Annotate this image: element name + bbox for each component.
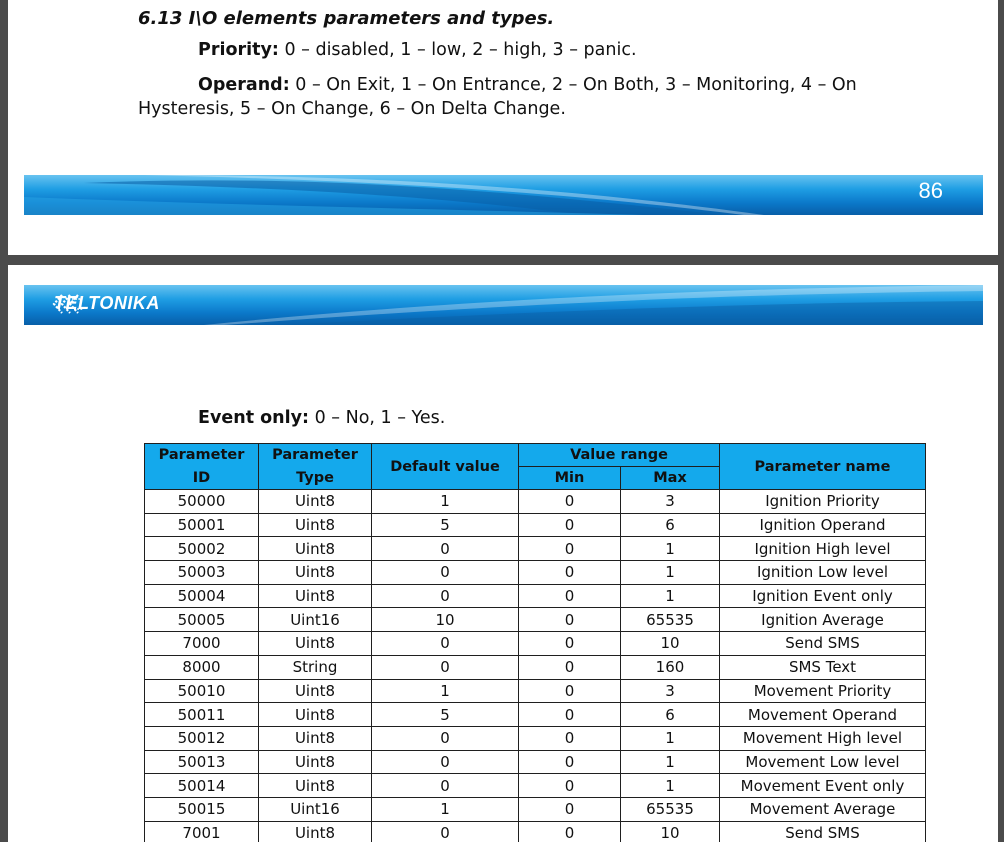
- cell-max: 65535: [621, 608, 720, 632]
- cell-default-value: 0: [372, 821, 519, 842]
- cell-parameter-type: Uint8: [259, 774, 372, 798]
- page-number: 86: [918, 178, 943, 203]
- table-row: [145, 774, 926, 798]
- cell-parameter-name: Send SMS: [720, 821, 926, 842]
- cell-parameter-type: Uint8: [259, 821, 372, 842]
- cell-parameter-name: Ignition Low level: [720, 561, 926, 585]
- cell-max: 1: [621, 774, 720, 798]
- cell-parameter-id: 50012: [145, 726, 259, 750]
- header-parameter-type-top: Parameter: [259, 444, 372, 467]
- cell-max: 3: [621, 490, 720, 514]
- event-only-text: 0 – No, 1 – Yes.: [309, 408, 446, 428]
- header-band: [24, 285, 983, 325]
- cell-max: 1: [621, 584, 720, 608]
- table-row: [145, 703, 926, 727]
- header-parameter-type-bottom: Type: [259, 467, 372, 490]
- cell-parameter-name: Send SMS: [720, 632, 926, 656]
- cell-parameter-id: 50004: [145, 584, 259, 608]
- cell-parameter-name: Ignition Average: [720, 608, 926, 632]
- io-parameters-table: [144, 443, 926, 842]
- cell-min: 0: [519, 561, 621, 585]
- cell-min: 0: [519, 679, 621, 703]
- cell-parameter-name: Movement High level: [720, 726, 926, 750]
- cell-parameter-id: 50014: [145, 774, 259, 798]
- table-row: [145, 608, 926, 632]
- cell-parameter-name: Ignition Event only: [720, 584, 926, 608]
- cell-parameter-name: Movement Priority: [720, 679, 926, 703]
- cell-default-value: 0: [372, 750, 519, 774]
- footer-band: [24, 175, 983, 215]
- cell-default-value: 1: [372, 490, 519, 514]
- cell-parameter-type: Uint8: [259, 513, 372, 537]
- cell-min: 0: [519, 513, 621, 537]
- cell-parameter-type: Uint8: [259, 537, 372, 561]
- cell-parameter-type: String: [259, 655, 372, 679]
- cell-min: 0: [519, 774, 621, 798]
- table-row: [145, 726, 926, 750]
- operand-label: Operand:: [198, 75, 290, 95]
- table-row: [145, 797, 926, 821]
- table-row: [145, 750, 926, 774]
- cell-parameter-type: Uint8: [259, 679, 372, 703]
- table-row: [145, 513, 926, 537]
- cell-parameter-type: Uint16: [259, 608, 372, 632]
- cell-parameter-id: 50003: [145, 561, 259, 585]
- cell-parameter-name: Movement Operand: [720, 703, 926, 727]
- cell-parameter-id: 50005: [145, 608, 259, 632]
- cell-max: 1: [621, 561, 720, 585]
- table-body: [145, 490, 926, 842]
- header-parameter-id-top: Parameter: [145, 444, 259, 467]
- event-only-label: Event only:: [198, 408, 310, 428]
- header-parameter-id-bottom: ID: [145, 467, 259, 490]
- header-default-value: Default value: [372, 444, 519, 490]
- cell-min: 0: [519, 750, 621, 774]
- table-row: [145, 632, 926, 656]
- cell-min: 0: [519, 703, 621, 727]
- cell-min: 0: [519, 726, 621, 750]
- table-row: [145, 584, 926, 608]
- cell-max: 3: [621, 679, 720, 703]
- cell-parameter-name: Movement Event only: [720, 774, 926, 798]
- operand-paragraph: [138, 73, 938, 121]
- cell-parameter-id: 50013: [145, 750, 259, 774]
- table-row: [145, 537, 926, 561]
- cell-min: 0: [519, 655, 621, 679]
- header-parameter-name: Parameter name: [720, 444, 926, 490]
- teltonika-chevrons-icon: [52, 293, 84, 315]
- cell-max: 10: [621, 821, 720, 842]
- cell-min: 0: [519, 632, 621, 656]
- table-row: [145, 821, 926, 842]
- priority-label: Priority:: [198, 40, 279, 60]
- cell-max: 10: [621, 632, 720, 656]
- header-min: Min: [519, 467, 621, 490]
- cell-parameter-type: Uint16: [259, 797, 372, 821]
- cell-min: 0: [519, 490, 621, 514]
- cell-default-value: 0: [372, 537, 519, 561]
- cell-default-value: 10: [372, 608, 519, 632]
- cell-parameter-name: Ignition Priority: [720, 490, 926, 514]
- cell-max: 6: [621, 513, 720, 537]
- cell-default-value: 1: [372, 797, 519, 821]
- cell-max: 1: [621, 750, 720, 774]
- teltonika-logo-text: TELTONIKA: [54, 293, 160, 313]
- table-row: [145, 679, 926, 703]
- cell-parameter-id: 7000: [145, 632, 259, 656]
- priority-text: 0 – disabled, 1 – low, 2 – high, 3 – panic.: [278, 40, 637, 60]
- header-value-range: Value range: [519, 444, 720, 467]
- cell-parameter-type: Uint8: [259, 584, 372, 608]
- cell-parameter-name: Ignition Operand: [720, 513, 926, 537]
- cell-default-value: 0: [372, 632, 519, 656]
- cell-min: 0: [519, 537, 621, 561]
- cell-default-value: 0: [372, 561, 519, 585]
- cell-max: 160: [621, 655, 720, 679]
- cell-min: 0: [519, 821, 621, 842]
- cell-parameter-id: 50002: [145, 537, 259, 561]
- cell-parameter-type: Uint8: [259, 703, 372, 727]
- cell-parameter-type: Uint8: [259, 490, 372, 514]
- cell-parameter-id: 50015: [145, 797, 259, 821]
- cell-parameter-id: 50010: [145, 679, 259, 703]
- cell-min: 0: [519, 608, 621, 632]
- cell-parameter-type: Uint8: [259, 750, 372, 774]
- operand-text: 0 – On Exit, 1 – On Entrance, 2 – On Both, 3 – Monitoring, 4 – On Hysteresis, 5 – On Change, 6 – On Delta Change.: [138, 75, 857, 119]
- section-heading: 6.13 I\O elements parameters and types.: [138, 8, 555, 29]
- table-row: [145, 655, 926, 679]
- cell-parameter-id: 50000: [145, 490, 259, 514]
- cell-default-value: 0: [372, 726, 519, 750]
- header-max: Max: [621, 467, 720, 490]
- cell-parameter-name: SMS Text: [720, 655, 926, 679]
- band-swoosh-graphic: [24, 285, 983, 325]
- cell-parameter-id: 8000: [145, 655, 259, 679]
- teltonika-logo: [52, 293, 160, 314]
- cell-parameter-name: Movement Low level: [720, 750, 926, 774]
- cell-default-value: 5: [372, 513, 519, 537]
- event-only-line: [198, 408, 445, 428]
- cell-min: 0: [519, 797, 621, 821]
- cell-parameter-type: Uint8: [259, 632, 372, 656]
- cell-max: 1: [621, 726, 720, 750]
- priority-line: [198, 38, 637, 62]
- document-page-86: [8, 0, 998, 255]
- cell-max: 65535: [621, 797, 720, 821]
- cell-max: 1: [621, 537, 720, 561]
- cell-default-value: 0: [372, 774, 519, 798]
- cell-parameter-name: Ignition High level: [720, 537, 926, 561]
- cell-parameter-id: 50011: [145, 703, 259, 727]
- cell-parameter-id: 7001: [145, 821, 259, 842]
- cell-default-value: 1: [372, 679, 519, 703]
- cell-parameter-type: Uint8: [259, 561, 372, 585]
- document-page-87: [8, 265, 998, 842]
- cell-parameter-type: Uint8: [259, 726, 372, 750]
- band-swoosh-graphic: [24, 175, 983, 215]
- cell-default-value: 5: [372, 703, 519, 727]
- cell-min: 0: [519, 584, 621, 608]
- cell-default-value: 0: [372, 655, 519, 679]
- cell-default-value: 0: [372, 584, 519, 608]
- cell-parameter-name: Movement Average: [720, 797, 926, 821]
- table-row: [145, 490, 926, 514]
- cell-parameter-id: 50001: [145, 513, 259, 537]
- table-row: [145, 561, 926, 585]
- cell-max: 6: [621, 703, 720, 727]
